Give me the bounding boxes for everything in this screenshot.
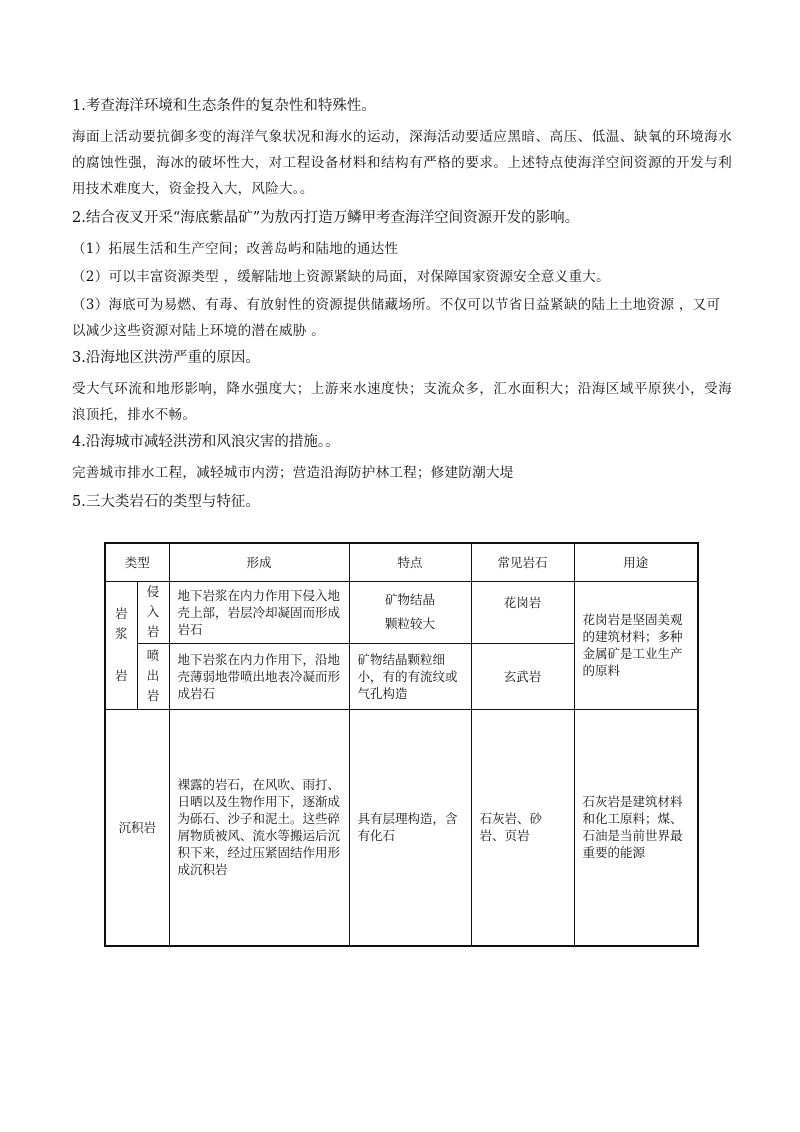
igneous-label-char: 岩 (114, 668, 128, 683)
intrusive-rock: 花岗岩 (471, 581, 574, 643)
rock-types-table (104, 542, 699, 947)
table-row-intrusive (105, 581, 698, 643)
header-type: 类型 (105, 543, 169, 581)
igneous-label-char: 岩 (114, 606, 128, 621)
extrusive-label: 喷 出 岩 (137, 643, 169, 709)
q3-heading: 3.沿海地区洪涝严重的原因。 (72, 350, 260, 366)
extrusive-feature: 矿物结晶颗粒细小，有的有流纹或气孔构造 (349, 643, 471, 709)
q2-item-1: （1）拓展生活和生产空间；改善岛屿和陆地的通达性 (72, 241, 399, 257)
document-body (72, 96, 732, 520)
igneous-label-char: 浆 (114, 626, 128, 641)
q1-heading: 1.考查海洋环境和生态条件的复杂性和特殊性。 (72, 98, 376, 114)
sedimentary-use: 石灰岩是建筑材料和化工原料；煤、石油是当前世界最重要的能源 (574, 709, 698, 946)
extrusive-formation: 地下岩浆在内力作用下，沿地壳薄弱地带喷出地表冷凝而形成岩石 (169, 643, 349, 709)
q4-heading: 4.沿海城市减轻洪涝和风浪灾害的措施。。 (72, 434, 340, 450)
header-rock: 常见岩石 (471, 543, 574, 581)
header-formation: 形成 (169, 543, 349, 581)
q1-body: 海面上活动要抗御多变的海洋气象状况和海水的运动，深海活动要适应黑暗、高压、低温、缺氧的环境海水的腐蚀性强，海冰的破坏性大，对工程设备材料和结构有严格的要求。上述特点使海洋空间资源的开发与利用技术难度大，资金投入大，风险大。。 (72, 129, 732, 197)
intrusive-feature-line1: 矿物结晶 (385, 592, 436, 607)
intrusive-feature (349, 581, 471, 643)
igneous-label (105, 581, 137, 709)
intrusive-formation: 地下岩浆在内力作用下侵入地壳上部，岩层冷却凝固而形成岩石 (169, 581, 349, 643)
header-feature: 特点 (349, 543, 471, 581)
q2-heading: 2.结合夜叉开采“海底紫晶矿”为敖丙打造万鳞甲考查海洋空间资源开发的影响。 (72, 210, 580, 226)
sedimentary-label: 沉积岩 (105, 709, 169, 946)
q2-item-2: （2）可以丰富资源类型 ，缓解陆地上资源紧缺的局面，对保障国家资源安全意义重大。 (72, 269, 610, 285)
q4-body: 完善城市排水工程，减轻城市内涝；营造沿海防护林工程；修建防潮大堤 (72, 465, 514, 481)
header-use: 用途 (574, 543, 698, 581)
q2-item-3: （3）海底可为易燃、有毒、有放射性的资源提供储藏场所。不仅可以节省日益紧缺的陆上土地资源 ，又可以减少这些资源对陆上环境的潜在威胁 。 (72, 297, 721, 339)
intrusive-feature-line2: 颗粒较大 (385, 616, 436, 631)
q5-heading: 5.三大类岩石的类型与特征。 (72, 494, 260, 510)
table-header-row (105, 543, 698, 581)
extrusive-rock: 玄武岩 (471, 643, 574, 709)
sedimentary-feature: 具有层理构造，含有化石 (349, 709, 471, 946)
intrusive-label: 侵 入 岩 (137, 581, 169, 643)
sedimentary-rock: 石灰岩、砂岩、页岩 (471, 709, 574, 946)
sedimentary-formation: 裸露的岩石，在风吹、雨打、日晒以及生物作用下，逐渐成为砾石、沙子和泥土。这些碎屑物质被风、流水等搬运后沉积下来，经过压紧固结作用形成沉积岩 (169, 709, 349, 946)
igneous-use: 花岗岩是坚固美观的建筑材料；多种金属矿是工业生产的原料 (574, 581, 698, 709)
q3-body: 受大气环流和地形影响，降水强度大；上游来水速度快；支流众多，汇水面积大；沿海区域平原狭小，受海浪顶托，排水不畅。 (72, 381, 732, 423)
table-row-sedimentary (105, 709, 698, 946)
